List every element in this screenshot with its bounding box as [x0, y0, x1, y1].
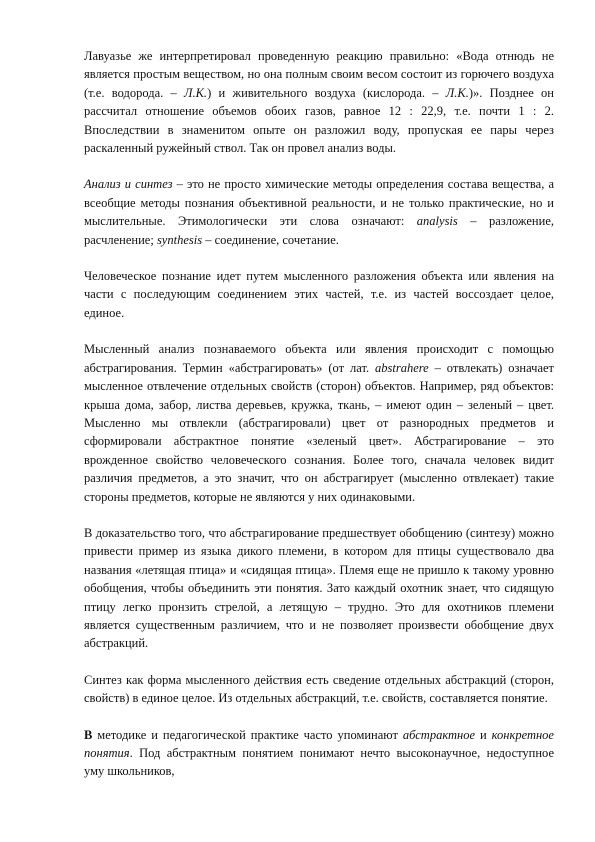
paragraph-synthesis-definition	[84, 671, 554, 708]
paragraph-analysis-synthesis	[84, 175, 554, 249]
text-run: Синтез как форма мысленного действия есть сведение отдельных абстракций (сторон, свойств) в единое целое. Из отдельных абстракций, т.е. свойств, составляется понятие.	[84, 672, 554, 706]
paragraph-human-cognition	[84, 267, 554, 322]
italic-term: abstrahere	[375, 360, 429, 375]
document-page	[84, 47, 554, 781]
italic-term: analysis	[416, 214, 458, 229]
paragraph-tribe-example	[84, 524, 554, 653]
text-run: В доказательство того, что абстрагирование предшествует обобщению (синтезу) можно привести пример из языка дикого племени, в котором для птицы существовало два названия «летящая птица» и «сидящая птица». Племя еще не пришло к такому уровню обобщения, чтобы объединить эти понятия. Зато каждый охотник знает, что сидящую птицу легко пронзить стрелой, а летящую – трудно. Это для охотников племени является существенным различием, что и не позволяет произвести обобщение двух абстракций.	[84, 525, 554, 651]
bold-text: В	[84, 727, 93, 742]
text-run: – соединение, сочетание.	[202, 232, 339, 247]
text-run: и	[475, 727, 492, 742]
paragraph-abstraction	[84, 340, 554, 506]
paragraph-lavoisier	[84, 47, 554, 157]
text-run: Человеческое познание идет путем мысленного разложения объекта или явления на части с последующим соединением этих частей, т.е. из частей воссоздает целое, единое.	[84, 269, 554, 320]
italic-term: Анализ и синтез	[84, 177, 173, 192]
paragraph-methodology	[84, 726, 554, 781]
italic-term: Л.К.	[445, 85, 469, 100]
text-run: )». Позднее он рассчитал отношение объемов обоих газов, равное 12 : 22,9, т.е. почти 1 : 2. Впоследствии в знаменитом опыте он разложил воду, пропуская ее пары через раскаленный ружейный ствол. Так он провел анализ воды.	[84, 85, 554, 156]
text-run: – отвлекать) означает мысленное отвлечение отдельных свойств (сторон) объектов. Например, ряд объектов: крыша дома, забор, листва деревьев, кружка, ткань, – имеют один – зеленый – цвет. Мысленно мы отвлекли (абстрагировали) цвет от разнородных предметов и сформировали абстрактное понятие «зеленый цвет». Абстрагирование – это врожденное свойство человеческого сознания. Более того, сначала человек видит различия предметов, а это значит, что он абстрагирует (мысленно отвлекает) такие стороны предметов, которые не являются у них одинаковыми.	[84, 360, 554, 504]
italic-term: synthesis	[156, 232, 203, 247]
text-run: – разложение, расчленение;	[84, 214, 554, 247]
italic-term: конкретное понятия	[84, 727, 554, 760]
text-run: – это не просто химические методы определения состава вещества, а всеобщие методы познания объективной реальности, и не только практические, но и мыслительные. Этимологически эти слова означают:	[84, 177, 554, 229]
italic-term: Л.К.	[184, 85, 208, 100]
text-run: . Под абстрактным понятием понимают нечто высоконаучное, недоступное уму школьников,	[84, 746, 554, 779]
text-run: методике и педагогической практике часто упоминают	[92, 727, 403, 742]
text-run: Мысленный анализ познаваемого объекта или явления происходит с помощью абстрагирования. Термин «абстрагировать» (от лат.	[84, 342, 554, 375]
text-run: ) и живительного воздуха (кислорода. –	[207, 85, 446, 100]
italic-term: абстрактное	[402, 727, 476, 742]
text-run: Лавуазье же интерпретировал проведенную реакцию правильно: «Вода отнюдь не является простым веществом, но она полным своим весом состоит из горючего воздуха (т.е. водорода. –	[84, 49, 554, 100]
